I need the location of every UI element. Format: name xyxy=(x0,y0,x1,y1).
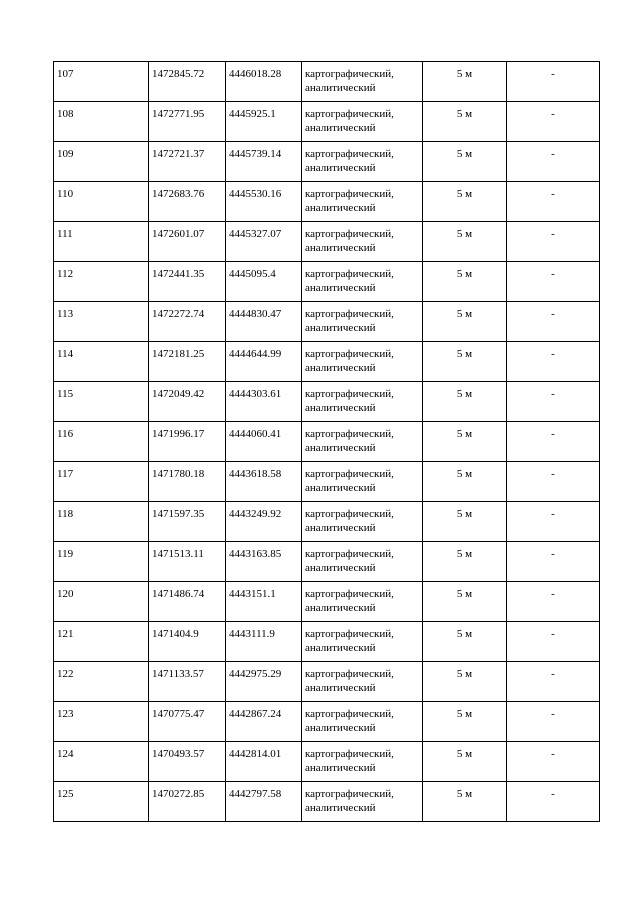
point-number-cell xyxy=(54,382,149,422)
point-number-cell-text: 115 xyxy=(57,388,74,400)
table-row xyxy=(54,262,600,302)
accuracy-cell xyxy=(423,782,507,822)
table-row xyxy=(54,422,600,462)
note-cell-text: - xyxy=(551,748,555,760)
coordinate-x-cell-text: 1470775.47 xyxy=(152,708,205,720)
method-cell xyxy=(302,262,423,302)
table-row xyxy=(54,582,600,622)
method-cell xyxy=(302,622,423,662)
table-row xyxy=(54,662,600,702)
coordinate-y-cell-text: 4443151.1 xyxy=(229,588,276,600)
accuracy-cell xyxy=(423,422,507,462)
coordinate-x-cell-text: 1472181.25 xyxy=(152,348,205,360)
point-number-cell xyxy=(54,462,149,502)
method-cell-text: картографический, аналитический xyxy=(305,188,394,214)
method-cell-text: картографический, аналитический xyxy=(305,228,394,254)
point-number-cell xyxy=(54,502,149,542)
method-cell xyxy=(302,542,423,582)
coordinate-x-cell xyxy=(149,342,226,382)
point-number-cell-text: 123 xyxy=(57,708,74,720)
accuracy-cell xyxy=(423,342,507,382)
method-cell xyxy=(302,702,423,742)
point-number-cell-text: 112 xyxy=(57,268,74,280)
coordinate-x-cell-text: 1472049.42 xyxy=(152,388,205,400)
accuracy-cell xyxy=(423,302,507,342)
note-cell xyxy=(507,582,600,622)
coordinate-y-cell xyxy=(226,422,302,462)
coordinate-y-cell xyxy=(226,502,302,542)
accuracy-cell-text: 5 м xyxy=(456,708,473,720)
note-cell-text: - xyxy=(551,268,555,280)
coordinate-y-cell-text: 4445327.07 xyxy=(229,228,282,240)
note-cell xyxy=(507,142,600,182)
method-cell-text: картографический, аналитический xyxy=(305,788,394,814)
coordinate-x-cell-text: 1470493.57 xyxy=(152,748,205,760)
note-cell-text: - xyxy=(551,428,555,440)
note-cell-text: - xyxy=(551,228,555,240)
coordinate-y-cell xyxy=(226,262,302,302)
coordinate-y-cell xyxy=(226,382,302,422)
accuracy-cell xyxy=(423,222,507,262)
accuracy-cell-text: 5 м xyxy=(456,668,473,680)
method-cell-text: картографический, аналитический xyxy=(305,268,394,294)
coordinate-y-cell-text: 4443163.85 xyxy=(229,548,282,560)
coordinate-x-cell-text: 1471133.57 xyxy=(152,668,204,680)
note-cell-text: - xyxy=(551,188,555,200)
point-number-cell xyxy=(54,142,149,182)
coordinate-y-cell xyxy=(226,62,302,102)
coordinate-x-cell-text: 1472441.35 xyxy=(152,268,205,280)
coordinate-y-cell-text: 4445739.14 xyxy=(229,148,282,160)
note-cell xyxy=(507,342,600,382)
coordinate-y-cell xyxy=(226,222,302,262)
accuracy-cell xyxy=(423,62,507,102)
point-number-cell xyxy=(54,102,149,142)
method-cell-text: картографический, аналитический xyxy=(305,468,394,494)
point-number-cell-text: 125 xyxy=(57,788,74,800)
note-cell xyxy=(507,182,600,222)
accuracy-cell-text: 5 м xyxy=(456,348,473,360)
coordinate-x-cell-text: 1472721.37 xyxy=(152,148,205,160)
accuracy-cell-text: 5 м xyxy=(456,748,473,760)
accuracy-cell xyxy=(423,582,507,622)
coordinate-x-cell xyxy=(149,782,226,822)
method-cell xyxy=(302,342,423,382)
table-row xyxy=(54,342,600,382)
coordinate-x-cell-text: 1471486.74 xyxy=(152,588,205,600)
accuracy-cell-text: 5 м xyxy=(456,628,473,640)
accuracy-cell-text: 5 м xyxy=(456,68,473,80)
method-cell xyxy=(302,182,423,222)
accuracy-cell-text: 5 м xyxy=(456,788,473,800)
coordinates-table-body xyxy=(54,62,600,822)
method-cell-text: картографический, аналитический xyxy=(305,428,394,454)
coordinate-x-cell xyxy=(149,382,226,422)
coordinate-y-cell xyxy=(226,102,302,142)
coordinate-y-cell xyxy=(226,302,302,342)
coordinate-x-cell-text: 1471404.9 xyxy=(152,628,199,640)
accuracy-cell-text: 5 м xyxy=(456,308,473,320)
coordinate-x-cell-text: 1472601.07 xyxy=(152,228,205,240)
note-cell-text: - xyxy=(551,108,555,120)
note-cell xyxy=(507,102,600,142)
point-number-cell xyxy=(54,702,149,742)
accuracy-cell xyxy=(423,182,507,222)
coordinate-x-cell xyxy=(149,222,226,262)
coordinate-y-cell xyxy=(226,582,302,622)
coordinate-x-cell-text: 1472683.76 xyxy=(152,188,205,200)
coordinate-x-cell-text: 1472272.74 xyxy=(152,308,205,320)
coordinate-y-cell xyxy=(226,182,302,222)
coordinate-y-cell xyxy=(226,782,302,822)
coordinate-x-cell xyxy=(149,742,226,782)
table-row xyxy=(54,302,600,342)
note-cell xyxy=(507,462,600,502)
coordinate-y-cell-text: 4445530.16 xyxy=(229,188,282,200)
note-cell-text: - xyxy=(551,708,555,720)
method-cell xyxy=(302,742,423,782)
point-number-cell xyxy=(54,662,149,702)
coordinate-x-cell xyxy=(149,102,226,142)
point-number-cell-text: 116 xyxy=(57,428,74,440)
coordinate-y-cell-text: 4444830.47 xyxy=(229,308,282,320)
coordinate-y-cell-text: 4442814.01 xyxy=(229,748,282,760)
coordinate-x-cell xyxy=(149,462,226,502)
point-number-cell xyxy=(54,622,149,662)
point-number-cell-text: 114 xyxy=(57,348,74,360)
coordinate-x-cell xyxy=(149,542,226,582)
point-number-cell xyxy=(54,342,149,382)
coordinate-x-cell-text: 1471513.11 xyxy=(152,548,204,560)
note-cell-text: - xyxy=(551,148,555,160)
point-number-cell-text: 117 xyxy=(57,468,74,480)
coordinate-x-cell-text: 1471780.18 xyxy=(152,468,205,480)
point-number-cell xyxy=(54,302,149,342)
table-row xyxy=(54,742,600,782)
coordinate-y-cell-text: 4444644.99 xyxy=(229,348,282,360)
point-number-cell xyxy=(54,182,149,222)
note-cell xyxy=(507,782,600,822)
accuracy-cell-text: 5 м xyxy=(456,148,473,160)
note-cell-text: - xyxy=(551,348,555,360)
method-cell xyxy=(302,222,423,262)
point-number-cell-text: 120 xyxy=(57,588,74,600)
note-cell-text: - xyxy=(551,548,555,560)
point-number-cell-text: 113 xyxy=(57,308,74,320)
table-row xyxy=(54,62,600,102)
coordinate-x-cell xyxy=(149,422,226,462)
coordinate-y-cell xyxy=(226,662,302,702)
point-number-cell-text: 108 xyxy=(57,108,74,120)
accuracy-cell xyxy=(423,102,507,142)
coordinate-x-cell xyxy=(149,502,226,542)
point-number-cell-text: 110 xyxy=(57,188,74,200)
note-cell-text: - xyxy=(551,388,555,400)
note-cell-text: - xyxy=(551,788,555,800)
coordinate-x-cell-text: 1471996.17 xyxy=(152,428,205,440)
method-cell xyxy=(302,582,423,622)
method-cell-text: картографический, аналитический xyxy=(305,148,394,174)
accuracy-cell-text: 5 м xyxy=(456,188,473,200)
method-cell xyxy=(302,422,423,462)
accuracy-cell-text: 5 м xyxy=(456,508,473,520)
coordinate-x-cell xyxy=(149,662,226,702)
point-number-cell-text: 122 xyxy=(57,668,74,680)
accuracy-cell-text: 5 м xyxy=(456,428,473,440)
coordinate-x-cell-text: 1471597.35 xyxy=(152,508,205,520)
note-cell-text: - xyxy=(551,468,555,480)
method-cell-text: картографический, аналитический xyxy=(305,388,394,414)
coordinate-y-cell xyxy=(226,142,302,182)
method-cell xyxy=(302,302,423,342)
note-cell-text: - xyxy=(551,628,555,640)
note-cell-text: - xyxy=(551,68,555,80)
coordinate-y-cell-text: 4443249.92 xyxy=(229,508,282,520)
method-cell xyxy=(302,462,423,502)
point-number-cell xyxy=(54,222,149,262)
method-cell-text: картографический, аналитический xyxy=(305,628,394,654)
coordinate-y-cell xyxy=(226,702,302,742)
accuracy-cell-text: 5 м xyxy=(456,548,473,560)
coordinate-y-cell xyxy=(226,462,302,502)
accuracy-cell-text: 5 м xyxy=(456,108,473,120)
accuracy-cell-text: 5 м xyxy=(456,388,473,400)
accuracy-cell xyxy=(423,462,507,502)
method-cell xyxy=(302,382,423,422)
coordinate-y-cell-text: 4442975.29 xyxy=(229,668,282,680)
method-cell-text: картографический, аналитический xyxy=(305,708,394,734)
coordinates-table xyxy=(53,61,600,822)
method-cell-text: картографический, аналитический xyxy=(305,668,394,694)
coordinate-y-cell-text: 4446018.28 xyxy=(229,68,282,80)
table-row xyxy=(54,622,600,662)
point-number-cell xyxy=(54,782,149,822)
method-cell xyxy=(302,782,423,822)
coordinate-y-cell-text: 4442867.24 xyxy=(229,708,282,720)
table-row xyxy=(54,142,600,182)
coordinate-x-cell-text: 1472771.95 xyxy=(152,108,205,120)
coordinate-y-cell xyxy=(226,742,302,782)
coordinate-x-cell xyxy=(149,62,226,102)
method-cell xyxy=(302,662,423,702)
coordinate-x-cell xyxy=(149,262,226,302)
point-number-cell-text: 107 xyxy=(57,68,74,80)
method-cell-text: картографический, аналитический xyxy=(305,588,394,614)
coordinate-x-cell xyxy=(149,142,226,182)
method-cell-text: картографический, аналитический xyxy=(305,308,394,334)
coordinate-x-cell xyxy=(149,302,226,342)
coordinate-y-cell-text: 4442797.58 xyxy=(229,788,282,800)
point-number-cell-text: 121 xyxy=(57,628,74,640)
coordinate-x-cell-text: 1470272.85 xyxy=(152,788,205,800)
note-cell xyxy=(507,502,600,542)
accuracy-cell xyxy=(423,382,507,422)
table-row xyxy=(54,782,600,822)
point-number-cell-text: 118 xyxy=(57,508,74,520)
note-cell xyxy=(507,382,600,422)
note-cell xyxy=(507,262,600,302)
coordinate-x-cell xyxy=(149,702,226,742)
method-cell-text: картографический, аналитический xyxy=(305,508,394,534)
coordinate-x-cell xyxy=(149,582,226,622)
point-number-cell-text: 124 xyxy=(57,748,74,760)
table-row xyxy=(54,502,600,542)
table-row xyxy=(54,542,600,582)
method-cell xyxy=(302,502,423,542)
table-row xyxy=(54,182,600,222)
coordinate-y-cell-text: 4443111.9 xyxy=(229,628,275,640)
point-number-cell xyxy=(54,542,149,582)
coordinate-y-cell xyxy=(226,622,302,662)
accuracy-cell xyxy=(423,662,507,702)
coordinate-y-cell xyxy=(226,342,302,382)
method-cell-text: картографический, аналитический xyxy=(305,548,394,574)
note-cell xyxy=(507,62,600,102)
accuracy-cell xyxy=(423,542,507,582)
table-row xyxy=(54,382,600,422)
note-cell-text: - xyxy=(551,668,555,680)
note-cell-text: - xyxy=(551,508,555,520)
coordinate-x-cell xyxy=(149,622,226,662)
accuracy-cell-text: 5 м xyxy=(456,588,473,600)
point-number-cell xyxy=(54,582,149,622)
point-number-cell xyxy=(54,62,149,102)
accuracy-cell xyxy=(423,742,507,782)
method-cell-text: картографический, аналитический xyxy=(305,748,394,774)
accuracy-cell xyxy=(423,702,507,742)
note-cell xyxy=(507,302,600,342)
table-row xyxy=(54,102,600,142)
coordinate-y-cell-text: 4445925.1 xyxy=(229,108,276,120)
note-cell xyxy=(507,542,600,582)
table-row xyxy=(54,222,600,262)
note-cell xyxy=(507,742,600,782)
note-cell xyxy=(507,422,600,462)
coordinate-y-cell-text: 4444303.61 xyxy=(229,388,282,400)
accuracy-cell xyxy=(423,262,507,302)
note-cell-text: - xyxy=(551,588,555,600)
point-number-cell xyxy=(54,422,149,462)
method-cell-text: картографический, аналитический xyxy=(305,348,394,374)
accuracy-cell-text: 5 м xyxy=(456,228,473,240)
coordinate-y-cell-text: 4444060.41 xyxy=(229,428,282,440)
coordinate-y-cell-text: 4445095.4 xyxy=(229,268,276,280)
point-number-cell-text: 109 xyxy=(57,148,74,160)
method-cell-text: картографический, аналитический xyxy=(305,108,394,134)
table-row xyxy=(54,702,600,742)
accuracy-cell-text: 5 м xyxy=(456,468,473,480)
coordinate-y-cell-text: 4443618.58 xyxy=(229,468,282,480)
note-cell xyxy=(507,622,600,662)
accuracy-cell xyxy=(423,502,507,542)
accuracy-cell-text: 5 м xyxy=(456,268,473,280)
point-number-cell-text: 111 xyxy=(57,228,73,240)
point-number-cell xyxy=(54,262,149,302)
method-cell-text: картографический, аналитический xyxy=(305,68,394,94)
method-cell xyxy=(302,62,423,102)
note-cell xyxy=(507,702,600,742)
coordinate-x-cell-text: 1472845.72 xyxy=(152,68,205,80)
note-cell-text: - xyxy=(551,308,555,320)
coordinate-x-cell xyxy=(149,182,226,222)
point-number-cell-text: 119 xyxy=(57,548,74,560)
accuracy-cell xyxy=(423,622,507,662)
note-cell xyxy=(507,222,600,262)
method-cell xyxy=(302,142,423,182)
coordinate-y-cell xyxy=(226,542,302,582)
method-cell xyxy=(302,102,423,142)
table-row xyxy=(54,462,600,502)
note-cell xyxy=(507,662,600,702)
point-number-cell xyxy=(54,742,149,782)
accuracy-cell xyxy=(423,142,507,182)
